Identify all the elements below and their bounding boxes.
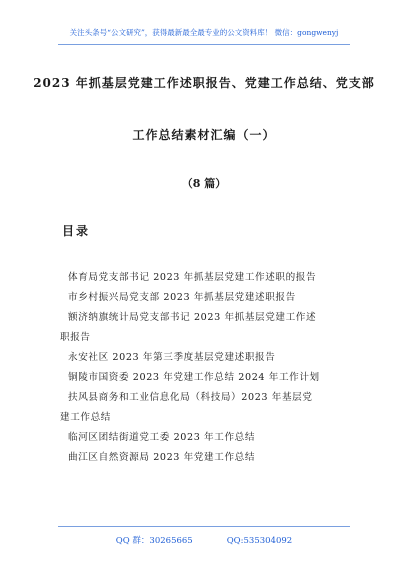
toc-item[interactable]: 扶风县商务和工业信息化局（科技局）2023 年基层党: [68, 392, 313, 403]
footer-contact: [0, 534, 408, 546]
qq-group-number: QQ 群：30265665: [115, 536, 193, 546]
toc-item[interactable]: 额济纳旗统计局党支部书记 2023 年抓基层党建工作述: [68, 312, 317, 323]
toc-item-continuation[interactable]: 职报告: [60, 332, 91, 343]
header-divider: [58, 44, 350, 45]
document-title-line-2: 工作总结素材汇编（一）: [132, 128, 276, 142]
footer-divider: [58, 526, 350, 527]
table-of-contents: [60, 268, 368, 468]
toc-item[interactable]: 临河区团结街道党工委 2023 年工作总结: [68, 432, 256, 443]
toc-item[interactable]: 永安社区 2023 年第三季度基层党建述职报告: [68, 352, 276, 363]
toc-item[interactable]: 市乡村振兴局党支部 2023 年抓基层党建述职报告: [68, 292, 296, 303]
document-title-line-1: 2023 年抓基层党建工作述职报告、党建工作总结、党支部: [33, 76, 375, 90]
header-promo-note: 关注头条号“公文研究”，获得最新最全最专业的公文资料库！ 微信：gongwenyj: [69, 28, 339, 37]
article-count: （8 篇）: [181, 177, 227, 190]
toc-item-continuation[interactable]: 建工作总结: [60, 412, 111, 423]
toc-item[interactable]: 曲江区自然资源局 2023 年党建工作总结: [68, 452, 256, 463]
toc-heading: 目录: [62, 224, 91, 238]
toc-item[interactable]: 体育局党支部书记 2023 年抓基层党建工作述职的报告: [68, 272, 317, 283]
toc-item[interactable]: 铜陵市国资委 2023 年党建工作总结 2024 年工作计划: [68, 372, 320, 383]
qq-number: QQ:535304092: [226, 536, 293, 546]
